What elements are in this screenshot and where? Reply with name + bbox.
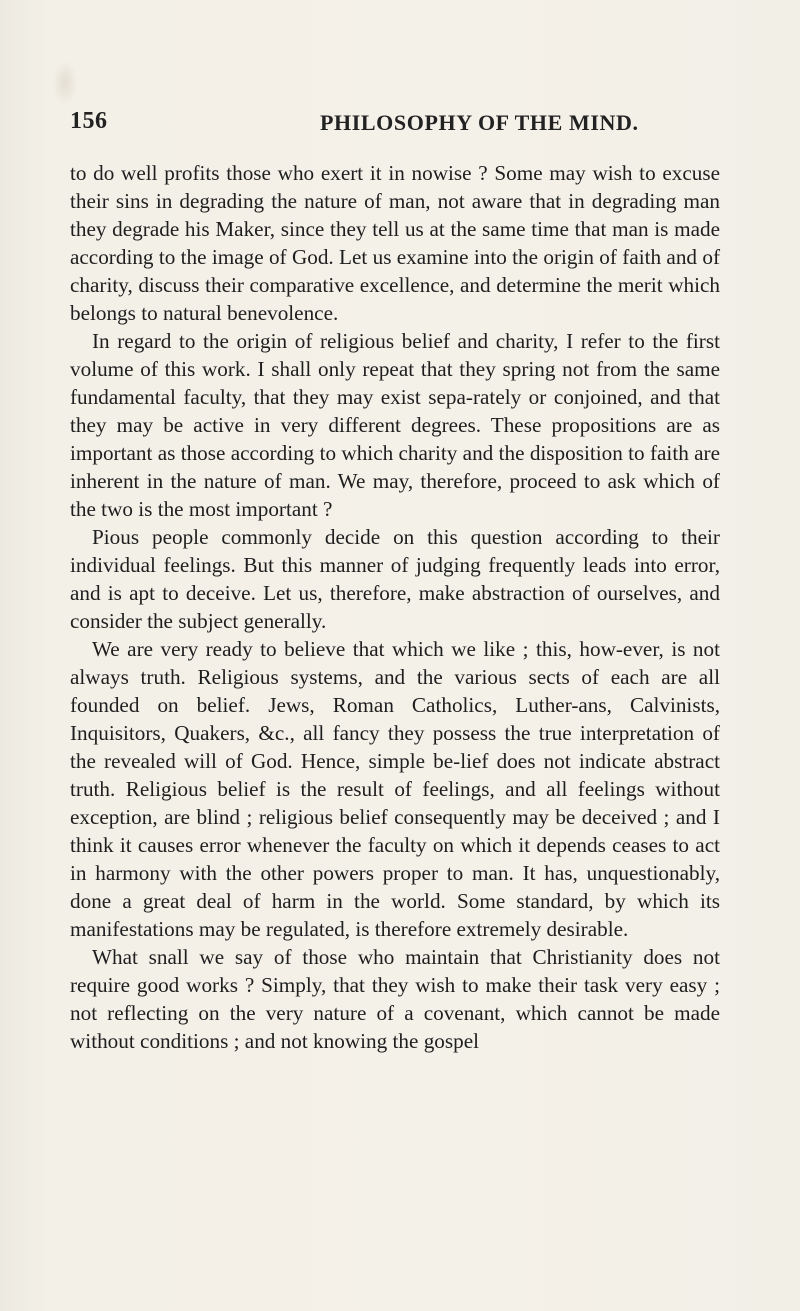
body-text [70,159,720,1055]
page-header [70,108,720,142]
paragraph: Pious people commonly decide on this question according to their individual feelings. But this manner of judging frequently leads into error, and is apt to deceive. Let us, therefore, make abstraction of ourselves, and consider the subject generally. [70,525,720,633]
paragraph: In regard to the origin of religious belief and charity, I refer to the first volume of this work. I shall only repeat that they spring not from the same fundamental faculty, that they may exist sepa-rately or conjoined, and that they may be active in very different degrees. These propositions are as important as those according to which charity and the disposition to faith are inherent in the nature of man. We may, therefore, proceed to ask which of the two is the most important ? [70,329,720,521]
paragraph: We are very ready to believe that which we like ; this, how-ever, is not always truth. Religious systems, and the various sects of each are all founded on belief. Jews, Roman Catholics, Luther-ans, Calvinists, Inquisitors, Quakers, &c., all fancy they possess the true interpretation of the revealed will of God. Hence, simple be-lief does not indicate abstract truth. Religious belief is the result of feelings, and all feelings without exception, are blind ; religious belief consequently may be deceived ; and I think it causes error whenever the faculty on which it depends ceases to act in harmony with the other powers proper to man. It has, unquestionably, done a great deal of harm in the world. Some standard, by which its manifestations may be regulated, is therefore extremely desirable. [70,637,720,941]
page-number: 156 [70,108,108,134]
page-stain [52,60,78,106]
paragraph: What snall we say of those who maintain that Christianity does not require good works ? Simply, that they wish to make their task very easy ; not reflecting on the very nature of a covenant, which cannot be made without conditions ; and not knowing the gospel [70,945,720,1053]
running-title: PHILOSOPHY OF THE MIND. [320,110,639,135]
paragraph: to do well profits those who exert it in nowise ? Some may wish to excuse their sins in degrading the nature of man, not aware that in degrading man they degrade his Maker, since they tell us at the same time that man is made according to the image of God. Let us examine into the origin of faith and of charity, discuss their comparative excellence, and determine the merit which belongs to natural benevolence. [70,161,720,325]
